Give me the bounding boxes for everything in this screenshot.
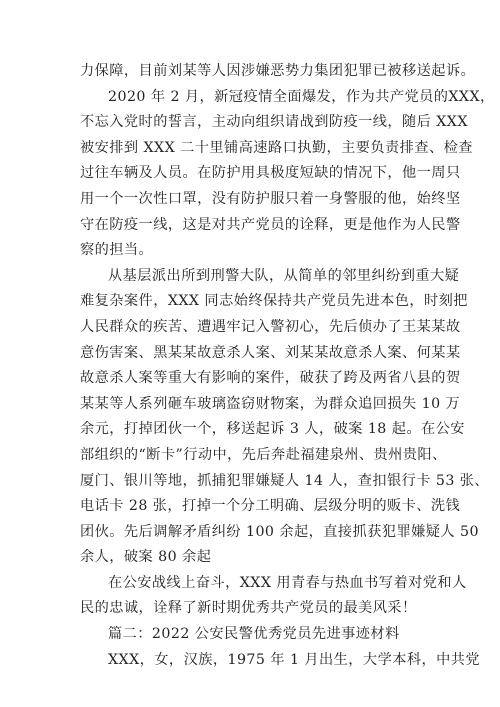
text-line: 意伤害案、黑某某故意杀人案、刘某某故意杀人案、何某某 — [80, 344, 461, 361]
text-line: 余元，打掉团伙一个，移送起诉 3 人，破案 18 起。在公安 — [80, 421, 465, 438]
text-line: 厦门、银川等地，抓捕犯罪嫌疑人 14 人，查扣银行卡 53 张、 — [80, 472, 490, 489]
text-line: 电话卡 28 张，打掉一个分工明确、层级分明的贩卡、洗钱 — [80, 498, 461, 515]
text-line: 2020 年 2 月，新冠疫情全面爆发，作为共产党员的XXX， — [108, 88, 495, 105]
text-line: 民的忠诚，诠释了新时期优秀共产党员的最美风采！ — [80, 600, 417, 617]
text-line: 故意杀人案等重大有影响的案件，破获了跨及两省八县的贺 — [80, 370, 461, 387]
text-line: 不忘入党时的誓言，主动向组织请战到防疫一线，随后 XXX — [80, 114, 468, 131]
section-heading: 篇二：2022 公安民警优秀党员先进事迹材料 — [108, 626, 400, 643]
text-line: 在公安战线上奋斗，XXX 用青春与热血书写着对党和人 — [108, 574, 467, 591]
text-line: 过往车辆及人员。在防护用具极度短缺的情况下，他一周只 — [80, 165, 461, 182]
text-line: 某某等人系列砸车玻璃盗窃财物案，为群众追回损失 10 万 — [80, 395, 461, 412]
text-line: 人民群众的疾苦、遭遇牢记入警初心，先后侦办了王某某故 — [80, 318, 461, 335]
text-line: 部组织的“断卡”行动中，先后奔赴福建泉州、贵州贵阳、 — [80, 446, 447, 463]
text-line: XXX，女，汉族，1975 年 1 月出生，大学本科，中共党 — [108, 651, 481, 668]
text-line: 守在防疫一线，这是对共产党员的诠释，更是他作为人民警 — [80, 216, 461, 233]
text-line: 用一个一次性口罩，没有防护服只着一身警服的他，始终坚 — [80, 190, 461, 207]
text-line: 余人，破案 80 余起 — [80, 549, 212, 566]
text-line: 力保障，目前刘某等人因涉嫌恶势力集团犯罪已被移送起诉。 — [80, 63, 476, 79]
text-line: 难复杂案件，XXX 同志始终保持共产党员先进本色，时刻把 — [80, 293, 468, 310]
text-line: 察的担当。 — [80, 242, 154, 259]
text-line: 团伙。先后调解矛盾纠纷 100 余起，直接抓获犯罪嫌疑人 50 — [80, 523, 479, 540]
text-line: 被安排到 XXX 二十里铺高速路口执勤，主要负责排查、检查 — [80, 139, 473, 156]
text-line: 从基层派出所到刑警大队，从简单的邻里纠纷到重大疑 — [108, 267, 460, 284]
